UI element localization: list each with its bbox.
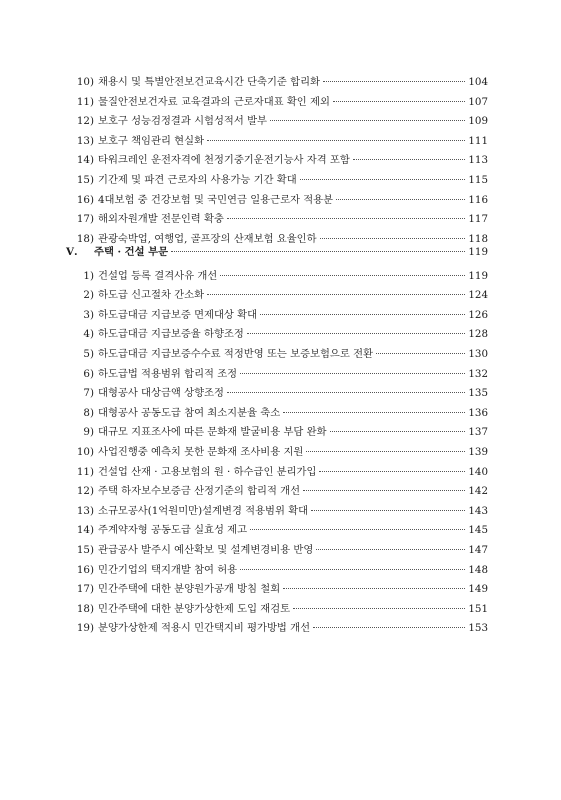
entry-title: 하도급대금 지급보증율 하향조정 xyxy=(98,328,244,341)
entry-number: 5) xyxy=(83,347,94,360)
dot-leader xyxy=(260,314,465,315)
entry-number: 6) xyxy=(83,367,94,380)
toc-group-housing xyxy=(66,243,488,639)
entry-title: 사업진행중 예측치 못한 문화재 조사비용 지원 xyxy=(98,445,304,458)
entry-number: 16) xyxy=(76,563,94,576)
toc-entry[interactable] xyxy=(66,93,488,113)
entry-page-number: 109 xyxy=(468,115,488,128)
dot-leader xyxy=(376,353,465,354)
dot-leader xyxy=(283,588,465,589)
dot-leader xyxy=(303,490,465,491)
toc-entry[interactable] xyxy=(66,541,488,561)
toc-entry[interactable] xyxy=(66,600,488,620)
entry-page-number: 119 xyxy=(468,269,488,282)
entry-page-number: 111 xyxy=(468,134,488,147)
entry-page-number: 128 xyxy=(468,328,488,341)
entry-title: 소규모공사(1억원미만)설계변경 적용범위 확대 xyxy=(98,504,309,517)
entry-page-number: 151 xyxy=(468,602,488,615)
entry-page-number: 107 xyxy=(468,95,488,108)
entry-number: 11) xyxy=(76,95,94,108)
entry-page-number: 130 xyxy=(468,347,488,360)
entry-number: 9) xyxy=(83,426,94,439)
entry-number: 14) xyxy=(76,154,94,167)
entry-title: 하도급법 적용범위 합리적 조정 xyxy=(98,367,238,380)
entry-title: 보호구 책임관리 현실화 xyxy=(98,134,205,147)
entry-title: 대형공사 대상금액 상향조정 xyxy=(98,387,224,400)
dot-leader xyxy=(316,549,465,550)
toc-entry[interactable] xyxy=(66,619,488,639)
dot-leader xyxy=(240,373,465,374)
entry-number: 18) xyxy=(76,602,94,615)
entry-title: 하도급대금 지급보증 면제대상 확대 xyxy=(98,308,258,321)
toc-entry[interactable] xyxy=(66,482,488,502)
entry-page-number: 145 xyxy=(468,524,488,537)
entry-title: 관광숙박업, 여행업, 골프장의 산재보험 요율인하 xyxy=(98,232,317,245)
toc-entry[interactable] xyxy=(66,365,488,385)
toc-entry[interactable] xyxy=(66,191,488,211)
entry-title: 채용시 및 특별안전보건교육시간 단축기준 합리화 xyxy=(98,76,320,88)
entry-number: 13) xyxy=(76,504,94,517)
toc-group-labor xyxy=(66,73,488,249)
toc-entry[interactable] xyxy=(66,561,488,581)
dot-leader xyxy=(320,238,466,239)
entry-title: 민간주택에 대한 분양가상한제 도입 재검토 xyxy=(98,602,291,615)
entry-page-number: 116 xyxy=(468,193,488,206)
toc-entry[interactable] xyxy=(66,404,488,424)
entry-title: 물질안전보건자료 교육결과의 근로자대표 확인 제외 xyxy=(98,95,330,108)
toc-entry[interactable] xyxy=(66,345,488,365)
section-title: 주택 · 건설 부문 xyxy=(94,246,169,258)
dot-leader xyxy=(311,510,465,511)
entry-number: 17) xyxy=(76,583,94,596)
entry-page-number: 104 xyxy=(468,76,488,88)
toc-entry[interactable] xyxy=(66,132,488,152)
entry-page-number: 135 xyxy=(468,387,488,400)
toc-section-heading[interactable] xyxy=(66,243,488,263)
entry-title: 분양가상한제 적용시 민간택지비 평가방법 개선 xyxy=(98,622,311,635)
toc-entry[interactable] xyxy=(66,151,488,171)
toc-entry[interactable] xyxy=(66,325,488,345)
dot-leader xyxy=(336,199,465,200)
dot-leader xyxy=(330,431,466,432)
dot-leader xyxy=(333,101,465,102)
entry-title: 주계약자형 공동도급 실효성 제고 xyxy=(98,524,248,537)
entry-title: 하도급대금 지급보증수수료 적정반영 또는 보증보험으로 전환 xyxy=(98,347,373,360)
dot-leader xyxy=(313,627,465,628)
dot-leader xyxy=(300,179,466,180)
entry-title: 관급공사 발주시 예산확보 및 설계변경비용 반영 xyxy=(98,543,314,556)
entry-page-number: 113 xyxy=(468,154,488,167)
entry-page-number: 149 xyxy=(468,583,488,596)
entry-title: 해외자원개발 전문인력 확충 xyxy=(98,213,224,226)
entry-number: 10) xyxy=(76,445,94,458)
entry-page-number: 139 xyxy=(468,445,488,458)
dot-leader xyxy=(319,471,465,472)
dot-leader xyxy=(240,569,465,570)
entry-number: 10) xyxy=(76,76,94,88)
dot-leader xyxy=(250,529,465,530)
entry-number: 15) xyxy=(76,173,94,186)
entry-title: 대규모 지표조사에 따른 문화재 발굴비용 부담 완화 xyxy=(98,426,327,439)
entry-title: 기간제 및 파견 근로자의 사용가능 기간 확대 xyxy=(98,173,297,186)
entry-number: 19) xyxy=(76,622,94,635)
toc-entry[interactable] xyxy=(66,463,488,483)
toc-entry[interactable] xyxy=(66,580,488,600)
entry-page-number: 118 xyxy=(468,232,488,245)
entry-title: 주택 하자보수보증금 산정기준의 합리적 개선 xyxy=(98,485,301,498)
dot-leader xyxy=(207,294,465,295)
dot-leader xyxy=(220,275,465,276)
dot-leader xyxy=(353,159,466,160)
toc-entry[interactable] xyxy=(66,502,488,522)
entry-page-number: 148 xyxy=(468,563,488,576)
entry-page-number: 132 xyxy=(468,367,488,380)
entry-page-number: 115 xyxy=(468,173,488,186)
entry-number: 16) xyxy=(76,193,94,206)
toc-entry[interactable] xyxy=(66,171,488,191)
entry-title: 보호구 성능검정결과 시험성적서 발부 xyxy=(98,115,267,128)
entry-number: 12) xyxy=(76,485,94,498)
entry-number: 2) xyxy=(83,289,94,302)
entry-number: 8) xyxy=(83,406,94,419)
toc-entry[interactable] xyxy=(66,267,488,287)
entry-number: 11) xyxy=(76,465,94,478)
entry-page-number: 117 xyxy=(468,213,488,226)
entry-number: 13) xyxy=(76,134,94,147)
entry-page-number: 147 xyxy=(468,543,488,556)
toc-entry[interactable] xyxy=(66,286,488,306)
entry-number: 15) xyxy=(76,543,94,556)
toc-entry[interactable] xyxy=(66,443,488,463)
entry-page-number: 140 xyxy=(468,465,488,478)
entry-page-number: 137 xyxy=(468,426,488,439)
dot-leader xyxy=(323,81,465,82)
dot-leader xyxy=(227,392,465,393)
toc-entry[interactable] xyxy=(66,210,488,230)
dot-leader xyxy=(283,412,465,413)
entry-title: 4대보험 중 건강보험 및 국민연금 일용근로자 적용분 xyxy=(98,193,334,206)
toc-entry[interactable] xyxy=(66,73,488,93)
entry-number: 14) xyxy=(76,524,94,537)
entry-page-number: 142 xyxy=(468,485,488,498)
entry-number: 7) xyxy=(83,387,94,400)
entry-title: 타워크레인 운전자격에 천정기중기운전기능사 자격 포함 xyxy=(98,154,350,167)
dot-leader xyxy=(293,608,465,609)
dot-leader xyxy=(270,120,465,121)
entry-number: 3) xyxy=(83,308,94,321)
entry-number: 18) xyxy=(76,232,94,245)
entry-page-number: 126 xyxy=(468,308,488,321)
toc-entry[interactable] xyxy=(66,112,488,132)
entry-page-number: 124 xyxy=(468,289,488,302)
entry-title: 민간기업의 택지개발 참여 허용 xyxy=(98,563,238,576)
dot-leader xyxy=(247,333,466,334)
entry-page-number: 153 xyxy=(468,622,488,635)
entry-number: 17) xyxy=(76,213,94,226)
dot-leader xyxy=(227,218,465,219)
entry-number: 4) xyxy=(83,328,94,341)
toc-entry[interactable] xyxy=(66,306,488,326)
dot-leader xyxy=(306,451,465,452)
entry-title: 하도급 신고절차 간소화 xyxy=(98,289,205,302)
entry-title: 건설업 등록 결격사유 개선 xyxy=(98,269,218,282)
section-number: Ⅴ. xyxy=(66,246,78,258)
entry-number: 1) xyxy=(83,269,94,282)
entry-title: 건설업 산재 · 고용보험의 원 · 하수급인 분리가입 xyxy=(98,465,317,478)
entry-title: 대형공사 공동도급 참여 최소지분율 축소 xyxy=(98,406,281,419)
dot-leader xyxy=(207,140,465,141)
section-page-number: 119 xyxy=(468,246,488,258)
toc-entry[interactable] xyxy=(66,521,488,541)
dot-leader xyxy=(171,251,465,252)
entry-page-number: 136 xyxy=(468,406,488,419)
entry-page-number: 143 xyxy=(468,504,488,517)
toc-entry[interactable] xyxy=(66,423,488,443)
entry-number: 12) xyxy=(76,115,94,128)
toc-entry[interactable] xyxy=(66,384,488,404)
entry-title: 민간주택에 대한 분양원가공개 방침 철회 xyxy=(98,583,281,596)
